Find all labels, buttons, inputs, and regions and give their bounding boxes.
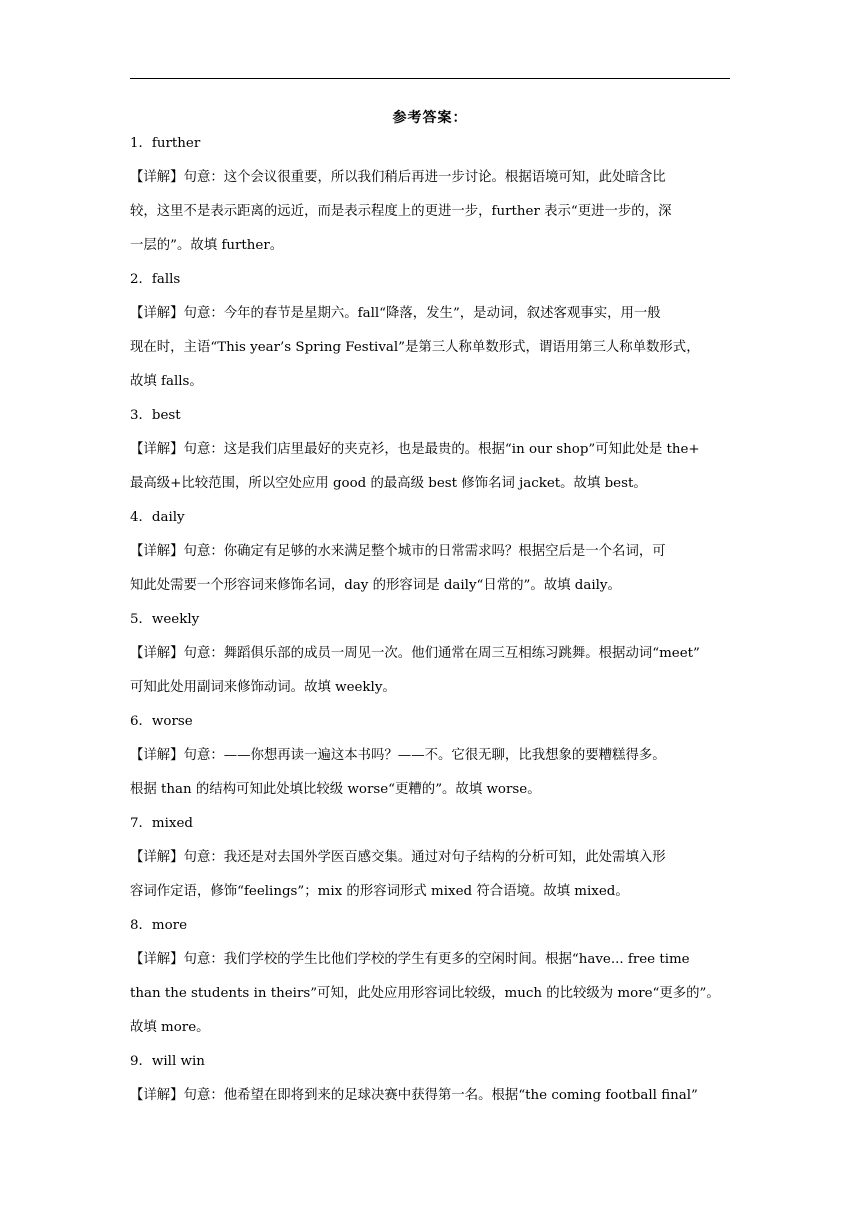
item-number: 4． bbox=[130, 510, 152, 525]
answer-line bbox=[130, 269, 730, 303]
explanation-line: 较，这里不是表示距离的远近，而是表示程度上的更进一步，further 表示“更进一步的，深 bbox=[130, 204, 672, 219]
explanation-line: 根据 than 的结构可知此处填比较级 worse“更糟的”。故填 worse。 bbox=[130, 782, 541, 797]
explanation-line: 【详解】句意：——你想再读一遍这本书吗？——不。它很无聊，比我想象的要糟糕得多。 bbox=[130, 748, 666, 763]
item-number: 9． bbox=[130, 1054, 152, 1069]
explanation-line: 知此处需要一个形容词来修饰名词，day 的形容词是 daily“日常的”。故填 daily。 bbox=[130, 578, 621, 593]
explanation-line: 可知此处用副词来修饰动词。故填 weekly。 bbox=[130, 680, 396, 695]
explanation-line: 现在时，主语“This year’s Spring Festival”是第三人称单数形式，谓语用第三人称单数形式， bbox=[130, 340, 700, 355]
explanation-line: 【详解】句意：我还是对去国外学医百感交集。通过对句子结构的分析可知，此处需填入形 bbox=[130, 850, 666, 865]
item-answer: worse bbox=[151, 714, 193, 729]
item-answer: best bbox=[151, 408, 181, 423]
explanation-line: 故填 more。 bbox=[130, 1020, 210, 1035]
explanation-line: 【详解】句意：这个会议很重要，所以我们稍后再进一步讨论。根据语境可知，此处暗含比 bbox=[130, 170, 666, 185]
explanation-line: 最高级+比较范围，所以空处应用 good 的最高级 best 修饰名词 jacket。故填 best。 bbox=[130, 476, 647, 491]
answer-list bbox=[130, 133, 730, 1119]
item-answer: will win bbox=[151, 1054, 205, 1069]
answer-line bbox=[130, 813, 730, 847]
answer-line bbox=[130, 507, 730, 541]
page-title: 参考答案： bbox=[392, 110, 468, 126]
explanation-line: than the students in theirs”可知，此处应用形容词比较级，much 的比较级为 more“更多的”。 bbox=[130, 986, 720, 1001]
item-answer: daily bbox=[151, 510, 185, 525]
header-rule bbox=[130, 78, 730, 79]
answer-line bbox=[130, 133, 730, 167]
item-number: 2． bbox=[130, 272, 152, 287]
explanation-line: 【详解】句意：舞蹈俱乐部的成员一周见一次。他们通常在周三互相练习跳舞。根据动词“meet” bbox=[130, 646, 700, 661]
answer-line bbox=[130, 405, 730, 439]
answer-line bbox=[130, 609, 730, 643]
item-answer: weekly bbox=[151, 612, 200, 627]
explanation-line: 容词作定语，修饰“feelings”；mix 的形容词形式 mixed 符合语境。故填 mixed。 bbox=[130, 884, 629, 899]
item-number: 6． bbox=[130, 714, 152, 729]
explanation-line: 【详解】句意：我们学校的学生比他们学校的学生有更多的空闲时间。根据“have... free time bbox=[130, 952, 690, 967]
item-answer: falls bbox=[151, 272, 181, 287]
item-number: 3． bbox=[130, 408, 152, 423]
item-answer: further bbox=[151, 136, 201, 151]
item-number: 7． bbox=[130, 816, 152, 831]
item-answer: more bbox=[151, 918, 188, 933]
answer-line bbox=[130, 915, 730, 949]
item-number: 5． bbox=[130, 612, 152, 627]
item-answer: mixed bbox=[151, 816, 193, 831]
explanation-line: 【详解】句意：这是我们店里最好的夹克衫，也是最贵的。根据“in our shop”可知此处是 the+ bbox=[130, 442, 700, 457]
explanation-line: 一层的”。故填 further。 bbox=[130, 238, 284, 253]
item-number: 1． bbox=[130, 136, 152, 151]
explanation-line: 故填 falls。 bbox=[130, 374, 203, 389]
item-number: 8． bbox=[130, 918, 152, 933]
answer-line bbox=[130, 711, 730, 745]
explanation-line: 【详解】句意：今年的春节是星期六。fall“降落，发生”，是动词，叙述客观事实，用一般 bbox=[130, 306, 661, 321]
explanation-line: 【详解】句意：他希望在即将到来的足球决赛中获得第一名。根据“the coming football final” bbox=[130, 1088, 698, 1103]
answer-line bbox=[130, 1051, 730, 1085]
explanation-line: 【详解】句意：你确定有足够的水来满足整个城市的日常需求吗？根据空后是一个名词，可 bbox=[130, 544, 666, 559]
